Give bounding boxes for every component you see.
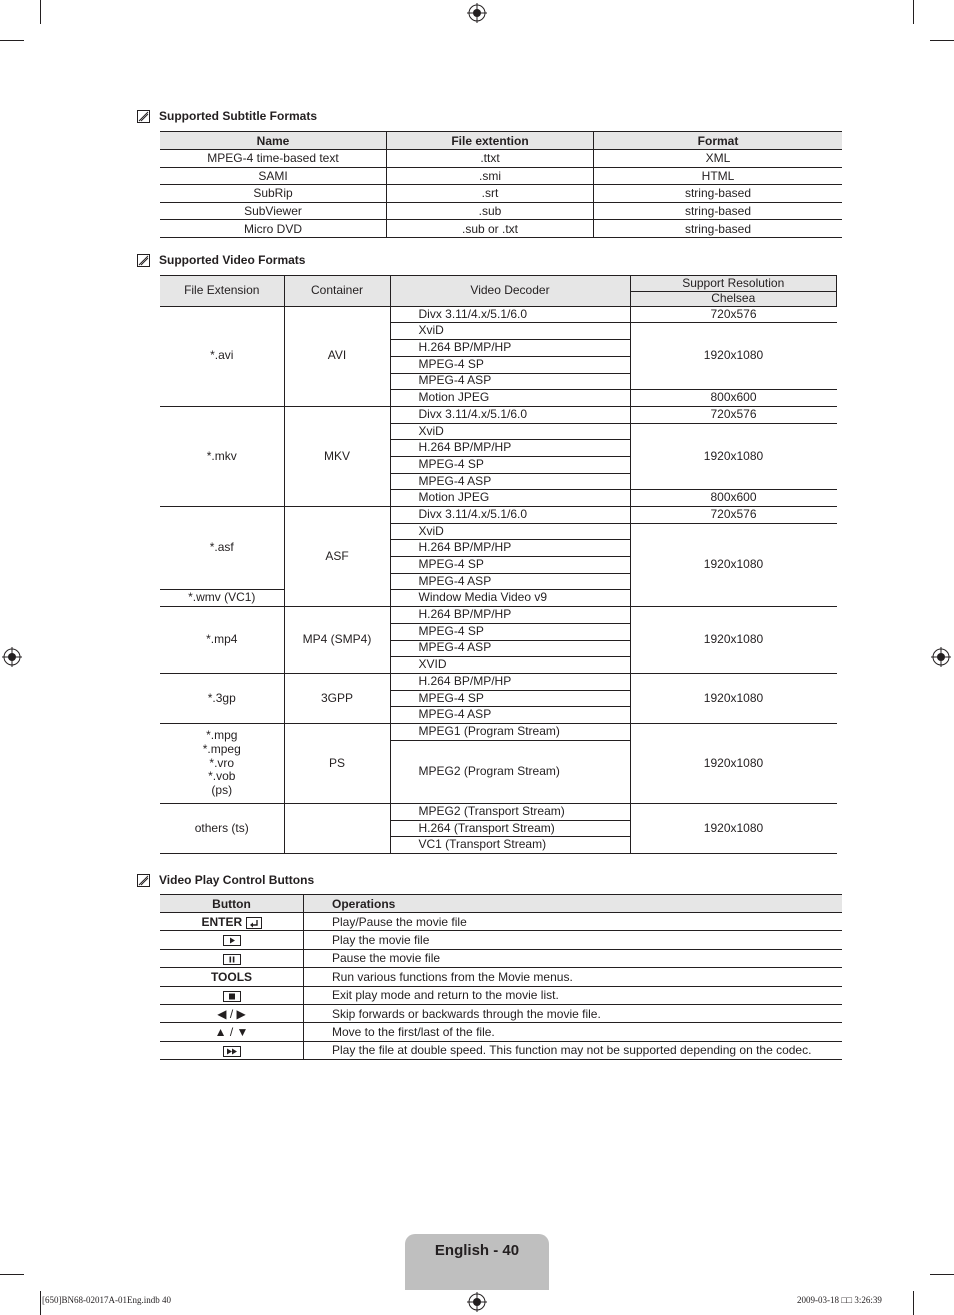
cell: MPEG-4 SP bbox=[390, 557, 630, 574]
cell: .ttxt bbox=[387, 150, 594, 168]
cell bbox=[284, 803, 390, 853]
table-header-row bbox=[160, 895, 842, 913]
cell: MPEG-4 ASP bbox=[390, 373, 630, 390]
cell: MP4 (SMP4) bbox=[284, 607, 390, 674]
cell: ASF bbox=[284, 507, 390, 607]
table-header-row bbox=[160, 276, 837, 292]
cell: H.264 BP/MP/HP bbox=[390, 673, 630, 690]
registration-mark-icon bbox=[467, 3, 487, 23]
cell: HTML bbox=[594, 167, 843, 185]
cell: 1920x1080 bbox=[630, 523, 837, 606]
cell: MKV bbox=[284, 406, 390, 506]
column-header: Operations bbox=[304, 895, 843, 913]
cell: MPEG-4 SP bbox=[390, 456, 630, 473]
registration-mark-icon bbox=[931, 647, 951, 667]
column-header: File Extension bbox=[160, 276, 284, 307]
cell: H.264 BP/MP/HP bbox=[390, 607, 630, 624]
crop-mark bbox=[930, 40, 954, 41]
table-row bbox=[160, 185, 842, 203]
crop-mark bbox=[913, 1291, 914, 1315]
table-row bbox=[160, 673, 837, 690]
table-row bbox=[160, 913, 842, 931]
cell: 720x576 bbox=[630, 306, 837, 323]
cell: MPEG2 (Transport Stream) bbox=[390, 803, 630, 820]
cell: MPEG-4 SP bbox=[390, 623, 630, 640]
ext-line: (ps) bbox=[211, 783, 233, 798]
print-file-info: [650]BN68-02017A-01Eng.indb 40 bbox=[42, 1295, 171, 1305]
crop-mark bbox=[40, 0, 41, 24]
button-cell: TOOLS bbox=[160, 968, 304, 986]
operation-cell: Play the movie file bbox=[304, 931, 843, 949]
cell: others (ts) bbox=[160, 803, 284, 853]
page-number-tab bbox=[405, 1234, 549, 1290]
video-title-text: Supported Video Formats bbox=[159, 253, 306, 267]
cell: SubRip bbox=[160, 185, 387, 203]
cell: .srt bbox=[387, 185, 594, 203]
note-icon bbox=[137, 874, 150, 887]
table-row bbox=[160, 406, 837, 423]
column-header: Chelsea bbox=[630, 292, 837, 307]
cell: string-based bbox=[594, 202, 843, 220]
ext-line: *.mpg bbox=[206, 727, 238, 742]
table-row bbox=[160, 167, 842, 185]
crop-mark bbox=[0, 40, 24, 41]
cell: Motion JPEG bbox=[390, 490, 630, 507]
column-header: Button bbox=[160, 895, 304, 913]
cell: 1920x1080 bbox=[630, 673, 837, 723]
cell: MPEG-4 SP bbox=[390, 690, 630, 707]
cell: 1920x1080 bbox=[630, 607, 837, 674]
cell: string-based bbox=[594, 220, 843, 238]
cell: 3GPP bbox=[284, 673, 390, 723]
cell: Divx 3.11/4.x/5.1/6.0 bbox=[390, 306, 630, 323]
cell: Divx 3.11/4.x/5.1/6.0 bbox=[390, 406, 630, 423]
cell: H.264 (Transport Stream) bbox=[390, 820, 630, 837]
video-formats-table bbox=[160, 275, 837, 854]
column-header: Container bbox=[284, 276, 390, 307]
column-header: File extention bbox=[387, 132, 594, 150]
cell: 800x600 bbox=[630, 490, 837, 507]
cell: 720x576 bbox=[630, 406, 837, 423]
note-icon bbox=[137, 110, 150, 123]
cell: H.264 BP/MP/HP bbox=[390, 340, 630, 357]
print-date-info: 2009-03-18 □□ 3:26:39 bbox=[797, 1295, 882, 1305]
fast-forward-icon bbox=[223, 1046, 241, 1057]
cell: 800x600 bbox=[630, 390, 837, 407]
registration-mark-icon bbox=[467, 1292, 487, 1312]
cell: H.264 BP/MP/HP bbox=[390, 540, 630, 557]
cell: *.3gp bbox=[160, 673, 284, 723]
registration-mark-icon bbox=[2, 647, 22, 667]
operation-cell: Play the file at double speed. This function may not be supported depending on the codec. bbox=[304, 1041, 843, 1059]
cell: .sub or .txt bbox=[387, 220, 594, 238]
video-section-title bbox=[137, 253, 305, 267]
subtitle-title-text: Supported Subtitle Formats bbox=[159, 109, 318, 123]
cell: XviD bbox=[390, 423, 630, 440]
note-icon bbox=[137, 254, 150, 267]
operation-cell: Pause the movie file bbox=[304, 949, 843, 967]
pause-icon bbox=[223, 954, 241, 965]
ext-line: *.vro bbox=[209, 755, 235, 770]
operation-cell: Run various functions from the Movie menus. bbox=[304, 968, 843, 986]
button-cell bbox=[160, 986, 304, 1004]
cell: Divx 3.11/4.x/5.1/6.0 bbox=[390, 507, 630, 524]
cell: MPEG-4 time-based text bbox=[160, 150, 387, 168]
cell: XviD bbox=[390, 523, 630, 540]
table-row bbox=[160, 968, 842, 986]
crop-mark bbox=[40, 1291, 41, 1315]
cell: *.mkv bbox=[160, 406, 284, 506]
table-row bbox=[160, 1023, 842, 1041]
operation-cell: Play/Pause the movie file bbox=[304, 913, 843, 931]
table-header-row bbox=[160, 132, 842, 150]
cell: MPEG1 (Program Stream) bbox=[390, 723, 630, 740]
subtitle-formats-table bbox=[160, 131, 842, 238]
cell: *.wmv (VC1) bbox=[160, 590, 284, 607]
table-row bbox=[160, 1041, 842, 1059]
button-cell bbox=[160, 913, 304, 931]
cell: XviD bbox=[390, 323, 630, 340]
table-row bbox=[160, 949, 842, 967]
control-title-text: Video Play Control Buttons bbox=[159, 873, 315, 887]
cell: *.avi bbox=[160, 306, 284, 406]
cell: 1920x1080 bbox=[630, 803, 837, 853]
cell: MPEG-4 SP bbox=[390, 356, 630, 373]
cell: AVI bbox=[284, 306, 390, 406]
ext-line: *.mpeg bbox=[202, 741, 241, 756]
button-cell bbox=[160, 1041, 304, 1059]
operation-cell: Exit play mode and return to the movie list. bbox=[304, 986, 843, 1004]
button-cell bbox=[160, 949, 304, 967]
cell: VC1 (Transport Stream) bbox=[390, 837, 630, 854]
cell: string-based bbox=[594, 185, 843, 203]
cell: .smi bbox=[387, 167, 594, 185]
cell: 1920x1080 bbox=[630, 423, 837, 490]
table-row bbox=[160, 931, 842, 949]
cell: XVID bbox=[390, 657, 630, 674]
cell: 1920x1080 bbox=[630, 723, 837, 803]
ext-line: *.vob bbox=[208, 769, 236, 784]
column-header: Name bbox=[160, 132, 387, 150]
cell: .sub bbox=[387, 202, 594, 220]
crop-mark bbox=[930, 1274, 954, 1275]
table-row bbox=[160, 507, 837, 524]
cell: *.asf bbox=[160, 507, 284, 590]
table-row bbox=[160, 803, 837, 820]
table-row bbox=[160, 220, 842, 238]
cell bbox=[160, 723, 284, 803]
cell: MPEG-4 ASP bbox=[390, 640, 630, 657]
up-down-arrows-icon: ▲ / ▼ bbox=[160, 1023, 304, 1041]
cell: MPEG-4 ASP bbox=[390, 473, 630, 490]
button-cell bbox=[160, 931, 304, 949]
cell: Motion JPEG bbox=[390, 390, 630, 407]
cell: SAMI bbox=[160, 167, 387, 185]
cell: MPEG-4 ASP bbox=[390, 573, 630, 590]
cell: XML bbox=[594, 150, 843, 168]
cell: MPEG-4 ASP bbox=[390, 707, 630, 724]
cell: Window Media Video v9 bbox=[390, 590, 630, 607]
page-label: English - 40 bbox=[434, 1242, 520, 1259]
cell: Micro DVD bbox=[160, 220, 387, 238]
cell: MPEG2 (Program Stream) bbox=[390, 740, 630, 803]
column-header: Video Decoder bbox=[390, 276, 630, 307]
play-icon bbox=[223, 935, 241, 946]
cell: PS bbox=[284, 723, 390, 803]
crop-mark bbox=[913, 0, 914, 24]
cell: 720x576 bbox=[630, 507, 837, 524]
table-row bbox=[160, 1004, 842, 1022]
enter-icon bbox=[246, 917, 262, 929]
table-row bbox=[160, 202, 842, 220]
operation-cell: Skip forwards or backwards through the movie file. bbox=[304, 1004, 843, 1022]
cell: H.264 BP/MP/HP bbox=[390, 440, 630, 457]
control-buttons-table bbox=[160, 894, 842, 1060]
column-header: Support Resolution bbox=[630, 276, 837, 292]
cell: SubViewer bbox=[160, 202, 387, 220]
table-row bbox=[160, 607, 837, 624]
cell: 1920x1080 bbox=[630, 323, 837, 390]
left-right-arrows-icon: ◀ / ▶ bbox=[160, 1004, 304, 1022]
cell: *.mp4 bbox=[160, 607, 284, 674]
crop-mark bbox=[0, 1274, 24, 1275]
subtitle-section-title bbox=[137, 109, 317, 123]
table-row bbox=[160, 150, 842, 168]
stop-icon bbox=[223, 991, 241, 1002]
table-row bbox=[160, 986, 842, 1004]
table-row bbox=[160, 306, 837, 323]
operation-cell: Move to the first/last of the file. bbox=[304, 1023, 843, 1041]
table-row bbox=[160, 723, 837, 740]
column-header: Format bbox=[594, 132, 843, 150]
enter-label: ENTER bbox=[201, 914, 243, 929]
control-section-title bbox=[137, 873, 314, 887]
